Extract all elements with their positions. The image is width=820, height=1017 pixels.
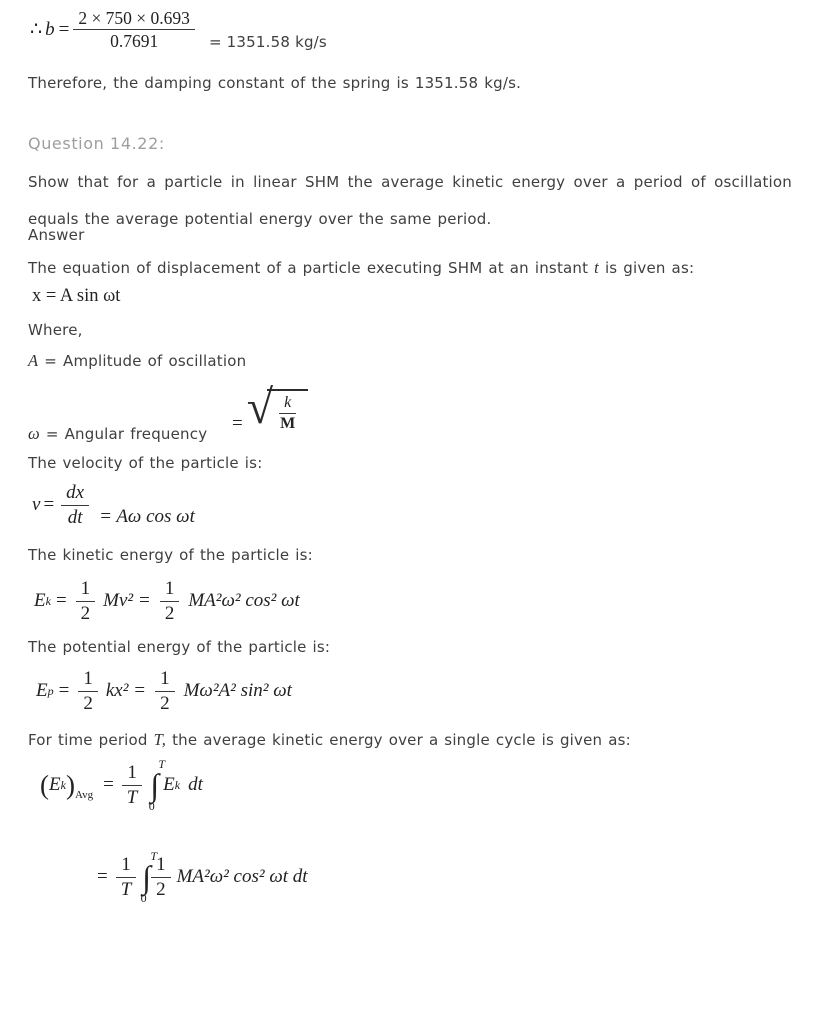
kinetic-energy-label: The kinetic energy of the particle is: xyxy=(28,546,313,564)
potential-term-2: Mω²A² sin² ωt xyxy=(183,680,292,702)
question-text: Show that for a particle in linear SHM the average kinetic energy over a period of oscillation equals the average potential energy over the same period. xyxy=(28,173,792,228)
potential-equals-1: = xyxy=(58,680,70,702)
equation-damping-fraction xyxy=(73,8,195,51)
kinetic-equals-1: = xyxy=(55,590,67,612)
avg2-fraction-1-num: 1 xyxy=(116,854,136,878)
displacement-intro-pre: The equation of displacement of a particle executing SHM at an instant xyxy=(28,259,589,277)
kinetic-fraction-2-den: 2 xyxy=(164,602,175,624)
equation-average-kinetic-2 xyxy=(97,850,308,904)
equation-velocity-equals: = xyxy=(43,494,55,516)
var-T: T, xyxy=(153,730,167,749)
kinetic-fraction-1-den: 2 xyxy=(80,602,91,624)
displacement-intro-line xyxy=(28,258,694,278)
var-omega: ω xyxy=(28,424,40,443)
where-label: Where, xyxy=(28,321,83,339)
fraction-numerator: 2 × 750 × 0.693 xyxy=(73,8,195,30)
avg2-equals: = xyxy=(97,866,108,888)
avg1-equals: = xyxy=(103,774,114,796)
equation-velocity xyxy=(32,482,195,529)
equation-damping-result: = 1351.58 kg/s xyxy=(208,32,327,51)
velocity-fraction-numerator: dx xyxy=(61,482,89,506)
close-paren: ) xyxy=(65,769,75,800)
potential-fraction-2 xyxy=(155,668,175,715)
avg2-fraction-2-den: 2 xyxy=(156,878,166,900)
avg1-fraction-num: 1 xyxy=(122,762,142,786)
open-paren: ( xyxy=(40,769,49,800)
avg1-fraction xyxy=(122,762,143,809)
sqrt-fraction-denominator: M xyxy=(280,415,296,433)
omega-sqrt-equals: = xyxy=(232,412,243,434)
potential-fraction-2-den: 2 xyxy=(160,692,170,714)
integral-symbol: ∫ xyxy=(142,859,152,895)
velocity-fraction-denominator: dt xyxy=(67,506,83,528)
amplitude-definition-line xyxy=(28,351,246,371)
kinetic-fraction-1 xyxy=(76,578,96,625)
avg2-fraction-2-num: 1 xyxy=(151,854,171,878)
potential-fraction-1-den: 2 xyxy=(83,692,93,714)
potential-term-1: kx² xyxy=(105,680,129,702)
kinetic-term-2: MA²ω² cos² ωt xyxy=(188,590,300,612)
therefore-symbol: ∴ xyxy=(30,19,43,41)
kinetic-fraction-2-num: 1 xyxy=(160,578,180,602)
kinetic-fraction-2 xyxy=(160,578,180,625)
sqrt-expression xyxy=(246,381,308,434)
avg2-fraction-1 xyxy=(116,854,137,901)
avg1-integrand-E: E xyxy=(163,774,175,796)
amplitude-definition-text: = Amplitude of oscillation xyxy=(44,352,247,370)
avg1-E: E xyxy=(49,774,61,796)
kinetic-E-subscript: k xyxy=(45,593,51,608)
var-A: A xyxy=(28,351,39,370)
question-heading: Question 14.22: xyxy=(28,134,165,153)
equation-damping-constant xyxy=(30,8,327,51)
damping-conclusion-text: Therefore, the damping constant of the spring is 1351.58 kg/s. xyxy=(28,74,522,92)
equation-damping-var: b xyxy=(45,18,55,40)
kinetic-fraction-1-num: 1 xyxy=(76,578,96,602)
potential-E-subscript: p xyxy=(47,683,54,698)
velocity-fraction xyxy=(61,482,89,529)
fraction-denominator: 0.7691 xyxy=(110,31,159,52)
equation-omega-sqrt xyxy=(232,381,308,434)
omega-definition-line xyxy=(28,424,207,444)
avg1-fraction-den: T xyxy=(126,786,138,808)
potential-fraction-1 xyxy=(78,668,98,715)
avg2-fraction-1-den: T xyxy=(120,878,132,900)
velocity-label: The velocity of the particle is: xyxy=(28,454,263,472)
avg1-E-subscript: k xyxy=(60,777,66,792)
avg-subscript: Avg xyxy=(74,789,94,802)
answer-label: Answer xyxy=(28,226,85,244)
time-period-line xyxy=(28,730,631,750)
equation-velocity-var: v xyxy=(32,494,41,516)
integral-lower-limit: 0 xyxy=(140,891,147,906)
equation-velocity-rhs: = Aω cos ωt xyxy=(99,506,195,528)
integral-with-limits xyxy=(140,849,158,906)
potential-fraction-1-num: 1 xyxy=(78,668,98,692)
radical-symbol: √ xyxy=(246,381,274,434)
integral-upper-limit: T xyxy=(150,849,158,863)
omega-definition-text: = Angular frequency xyxy=(45,425,208,443)
avg1-dt: dt xyxy=(188,774,203,796)
displacement-intro-post: is given as: xyxy=(604,259,695,277)
integral-upper-limit: T xyxy=(158,757,166,771)
sqrt-body xyxy=(267,389,308,434)
potential-energy-label: The potential energy of the particle is: xyxy=(28,638,331,656)
equation-kinetic-energy xyxy=(34,578,300,625)
avg1-integrand-E-subscript: k xyxy=(174,777,181,792)
equation-damping-equals: = xyxy=(58,18,70,40)
time-period-pre: For time period xyxy=(28,731,148,749)
equation-displacement: x = A sin ωt xyxy=(32,286,121,306)
var-t: t xyxy=(594,258,599,277)
integral-with-limits xyxy=(148,757,166,814)
avg2-integrand: MA²ω² cos² ωt dt xyxy=(176,866,308,888)
potential-fraction-2-num: 1 xyxy=(155,668,175,692)
potential-E: E xyxy=(36,680,48,702)
equation-average-kinetic-1 xyxy=(40,758,203,812)
kinetic-equals-2: = xyxy=(139,590,150,612)
integral-lower-limit: 0 xyxy=(148,799,155,814)
equation-potential-energy xyxy=(36,668,292,715)
sqrt-fraction-numerator: k xyxy=(279,394,296,414)
kinetic-term-1: Mv² xyxy=(103,590,134,612)
potential-equals-2: = xyxy=(134,680,146,702)
kinetic-E: E xyxy=(34,590,46,612)
time-period-post: the average kinetic energy over a single cycle is given as: xyxy=(172,731,631,749)
sqrt-fraction xyxy=(275,394,300,434)
integral-symbol: ∫ xyxy=(150,767,160,803)
